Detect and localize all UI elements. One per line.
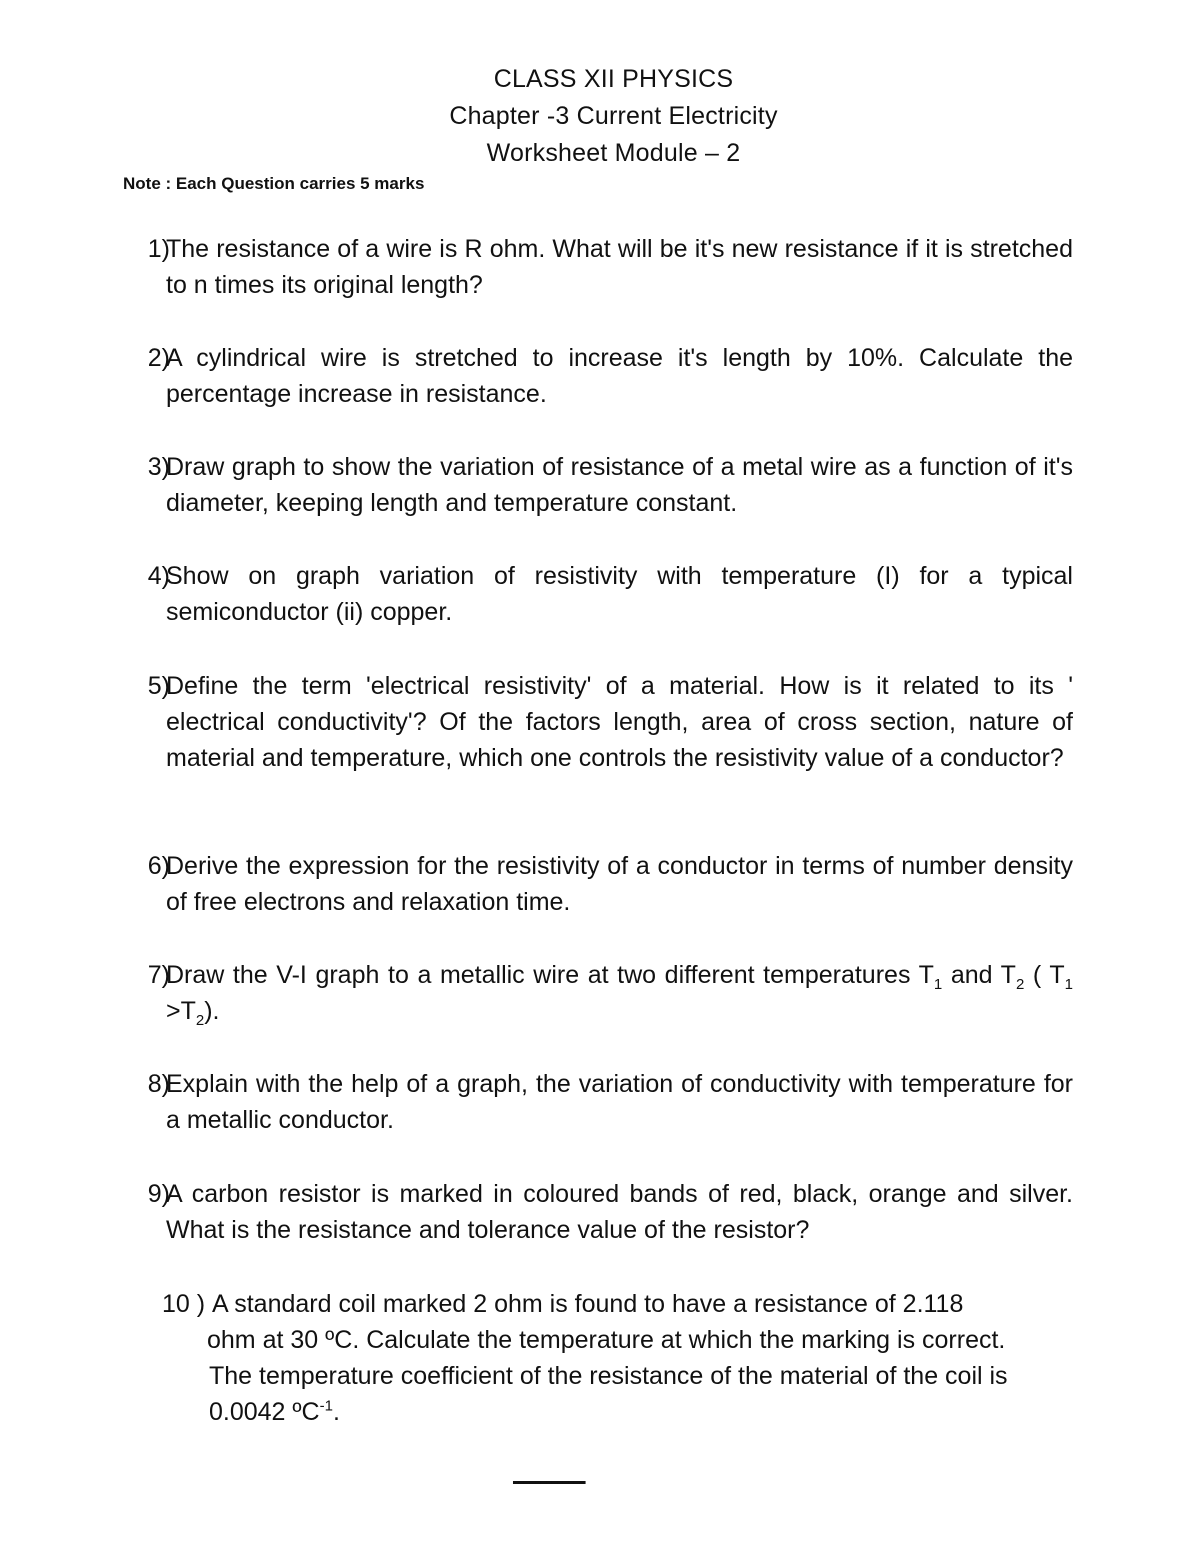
question-text: Explain with the help of a graph, the variation of conductivity with temperature for a metallic conductor.	[166, 1070, 1073, 1134]
question-text: Derive the expression for the resistivity of a conductor in terms of number density of free electrons and relaxation time.	[166, 852, 1073, 916]
question-number: 3)	[147, 453, 170, 481]
chapter-title: Chapter -3 Current Electricity	[449, 102, 778, 130]
question-text-line: 0.0042 ºC$^{-1}$.	[209, 1397, 340, 1426]
question-number: 1)	[147, 235, 170, 263]
question-number: 2)	[147, 344, 170, 372]
question-number: 5)	[147, 672, 170, 700]
question-text: A cylindrical wire is stretched to increase it's length by 10%. Calculate the percentage increase in resistance.	[166, 344, 1073, 408]
question-text-line: A standard coil marked 2 ohm is found to have a resistance of 2.118	[212, 1290, 964, 1318]
question-number: 6)	[147, 852, 170, 880]
question-number: 7)	[147, 961, 170, 989]
question-text: Define the term 'electrical resistivity' of a material. How is it related to its ' electrical conductivity'? Of the factors length, area of cross section, nature of material and temperature, which one controls the resistivity value of a conductor?	[166, 672, 1073, 772]
question-text: Draw the V-I graph to a metallic wire at two different temperatures $T_1$ and $T_2$ ( $T_1 >T_2$).	[166, 961, 1073, 1029]
question-text-line: ohm at 30 ºC. Calculate the temperature at which the marking is correct.	[207, 1326, 1006, 1354]
question-text: Show on graph variation of resistivity with temperature (I) for a typical semiconductor (ii) copper.	[166, 562, 1073, 626]
marks-note: Note : Each Question carries 5 marks	[123, 174, 425, 193]
question-text: The resistance of a wire is R ohm. What will be it's new resistance if it is stretched to n times its original length?	[166, 235, 1073, 299]
question-text-line: The temperature coefficient of the resistance of the material of the coil is	[209, 1362, 1008, 1390]
worksheet-module-title: Worksheet Module – 2	[486, 139, 741, 167]
question-number: 4)	[147, 562, 170, 590]
question-text: Draw graph to show the variation of resistance of a metal wire as a function of it's diameter, keeping length and temperature constant.	[166, 453, 1073, 517]
question-number: 8)	[147, 1070, 170, 1098]
class-title: CLASS XII PHYSICS	[493, 65, 734, 93]
question-number: 10 )	[162, 1290, 206, 1318]
end-divider: -------------	[512, 1467, 584, 1495]
question-number: 9)	[147, 1180, 170, 1208]
question-text: A carbon resistor is marked in coloured bands of red, black, orange and silver. What is the resistance and tolerance value of the resistor?	[166, 1180, 1073, 1244]
